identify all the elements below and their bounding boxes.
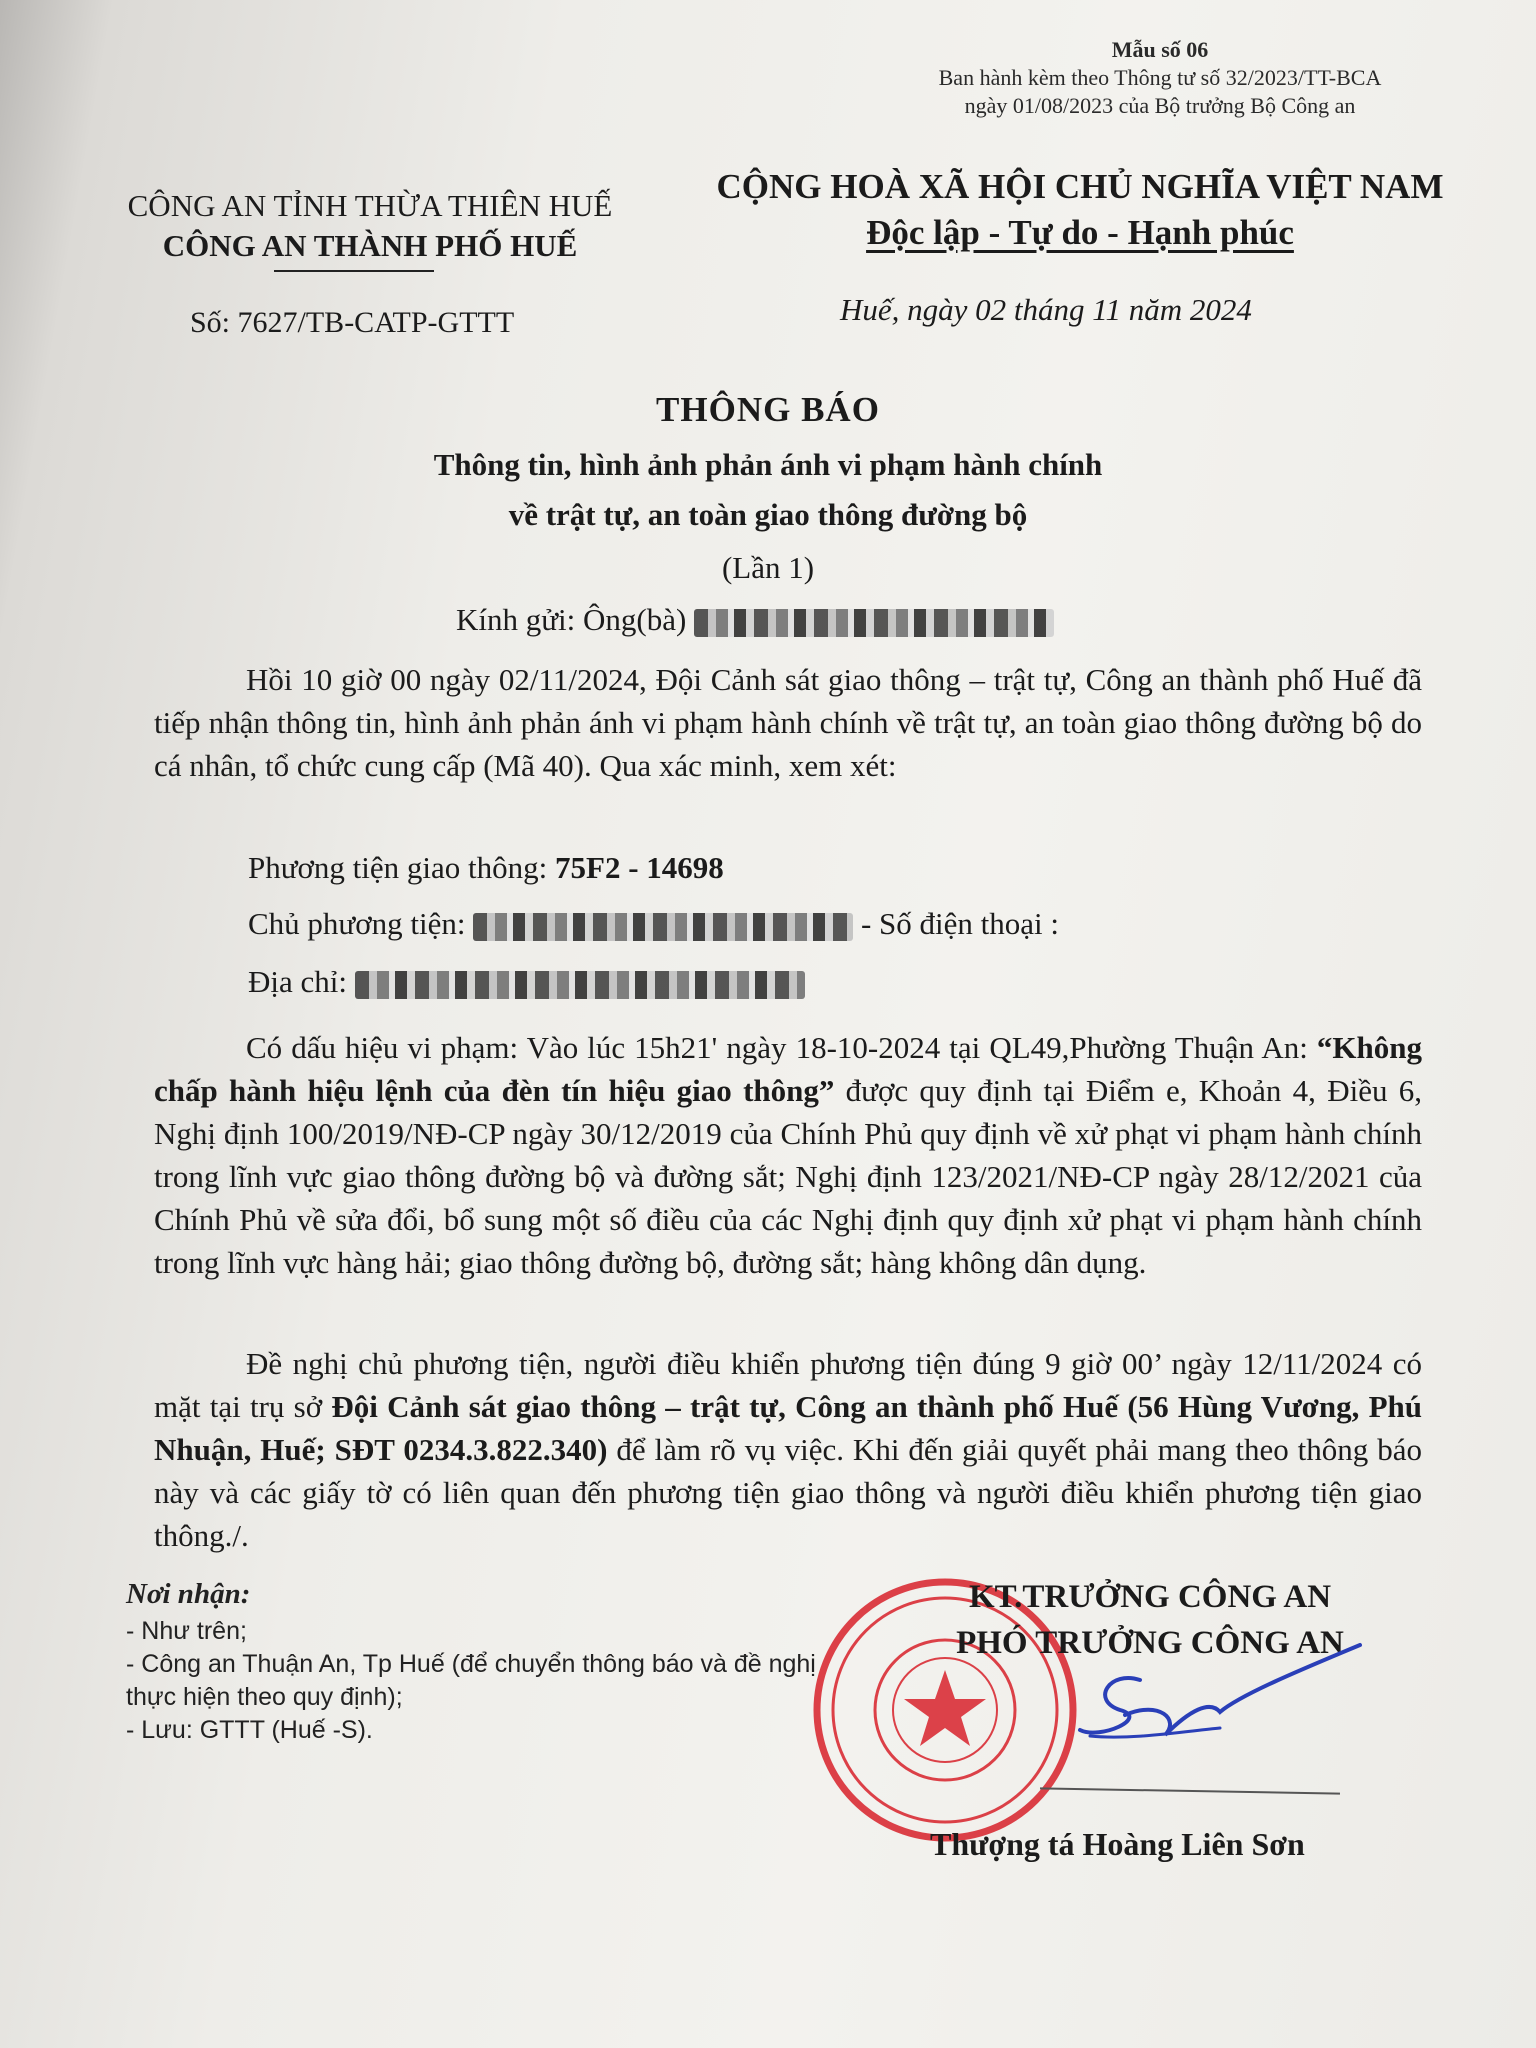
recipients-heading: Nơi nhận: — [126, 1578, 251, 1610]
recipient-item: - Như trên; — [126, 1617, 247, 1645]
greeting-label: Kính gửi: Ông(bà) — [456, 602, 687, 637]
paragraph-intro — [154, 658, 1422, 787]
redacted-owner-name — [473, 913, 853, 941]
paragraph-summons — [154, 1342, 1422, 1557]
agency-unit: CÔNG AN THÀNH PHỐ HUẾ — [162, 228, 578, 263]
document-title: THÔNG BÁO — [656, 390, 880, 429]
agency-underline — [274, 270, 434, 272]
subtitle-line-1: Thông tin, hình ảnh phản ánh vi phạm hành chính — [433, 447, 1103, 482]
signature-title-1: KT.TRƯỞNG CÔNG AN — [968, 1579, 1332, 1615]
nation-name: CỘNG HOÀ XÃ HỘI CHỦ NGHĨA VIỆT NAM — [716, 167, 1444, 206]
place-date: Huế, ngày 02 tháng 11 năm 2024 — [840, 292, 1252, 327]
signature-rule — [1040, 1787, 1340, 1794]
violation-legal-basis: được quy định tại Điểm e, Khoản 4, Điều 6, Nghị định 100/2019/NĐ-CP ngày 30/12/2019 của Chính Phủ quy định về xử phạt vi phạm hành chính trong lĩnh vực giao thông đường bộ và đường sắt; Nghị định 123/2021/NĐ-CP ngày 28/12/2021 của Chính Phủ về sửa đổi, bổ sung một số điều của các Nghị định quy định xử phạt vi phạm hành chính trong lĩnh vực hàng hải; giao thông đường bộ, đường sắt; hàng không dân dụng. — [154, 1073, 1423, 1280]
signature-title-2: PHÓ TRƯỞNG CÔNG AN — [956, 1625, 1344, 1661]
owner-label: Chủ phương tiện: — [248, 906, 474, 941]
redacted-address — [355, 971, 805, 999]
recipient-item: - Lưu: GTTT (Huế -S). — [126, 1716, 373, 1744]
form-number: Mẫu số 06 — [1111, 37, 1209, 62]
violation-description: “Không chấp hành hiệu lệnh của đèn tín hiệu giao thông” — [154, 1030, 1422, 1108]
paragraph-violation — [154, 1026, 1422, 1284]
handwritten-signature — [1070, 1640, 1370, 1760]
redacted-recipient-name — [694, 609, 1054, 637]
form-header — [900, 36, 1420, 120]
form-issued-with: Ban hành kèm theo Thông tư số 32/2023/TT-BCA — [938, 65, 1382, 90]
vehicle-line — [248, 850, 724, 886]
paragraph-intro-text: Hồi 10 giờ 00 ngày 02/11/2024, Đội Cảnh sát giao thông – trật tự, Công an thành phố Huế đã tiếp nhận thông tin, hình ảnh phản ánh vi phạm hành chính về trật tự, an toàn giao thông đường bộ do cá nhân, tổ chức cung cấp (Mã 40). Qua xác minh, xem xét: — [154, 662, 1422, 783]
notice-round: (Lần 1) — [721, 550, 815, 585]
star-icon — [904, 1670, 986, 1746]
phone-label: - Số điện thoại : — [853, 906, 1060, 941]
document-number: Số: 7627/TB-CATP-GTTT — [190, 306, 515, 339]
vehicle-label: Phương tiện giao thông: — [248, 850, 556, 885]
signer-name: Thượng tá Hoàng Liên Sơn — [930, 1826, 1305, 1862]
owner-line — [248, 906, 1059, 942]
violation-lead: Có dấu hiệu vi phạm: Vào lúc 15h21' ngày 18-10-2024 tại QL49,Phường Thuận An: — [246, 1030, 1317, 1065]
summons-office: Đội Cảnh sát giao thông – trật tự, Công an thành phố Huế (56 Hùng Vương, Phú Nhuận, Huế; SĐT 0234.3.822.340) — [154, 1389, 1422, 1467]
agency-block — [90, 186, 650, 266]
greeting — [456, 602, 1054, 638]
nation-block — [700, 164, 1460, 256]
document-subtitle — [0, 440, 1536, 540]
agency-parent: CÔNG AN TỈNH THỪA THIÊN HUẾ — [127, 188, 613, 223]
recipient-item: - Công an Thuận An, Tp Huế (để chuyển thông báo và đề nghị thực hiện theo quy định); — [126, 1650, 816, 1711]
address-label: Địa chỉ: — [248, 964, 355, 999]
nation-motto: Độc lập - Tự do - Hạnh phúc — [866, 213, 1294, 252]
subtitle-line-2: về trật tự, an toàn giao thông đường bộ — [508, 497, 1028, 532]
summons-lead: Đề nghị chủ phương tiện, người điều khiển phương tiện đúng 9 giờ 00’ ngày 12/11/2024 có mặt tại trụ sở — [154, 1346, 1422, 1424]
recipients-block — [126, 1578, 826, 1747]
form-issued-date: ngày 01/08/2023 của Bộ trưởng Bộ Công an — [964, 93, 1356, 118]
address-line — [248, 964, 805, 1000]
summons-rest: để làm rõ vụ việc. Khi đến giải quyết phải mang theo thông báo này và các giấy tờ có liên quan đến phương tiện giao thông và người điều khiển phương tiện giao thông./. — [154, 1432, 1422, 1553]
license-plate: 75F2 - 14698 — [555, 850, 724, 885]
